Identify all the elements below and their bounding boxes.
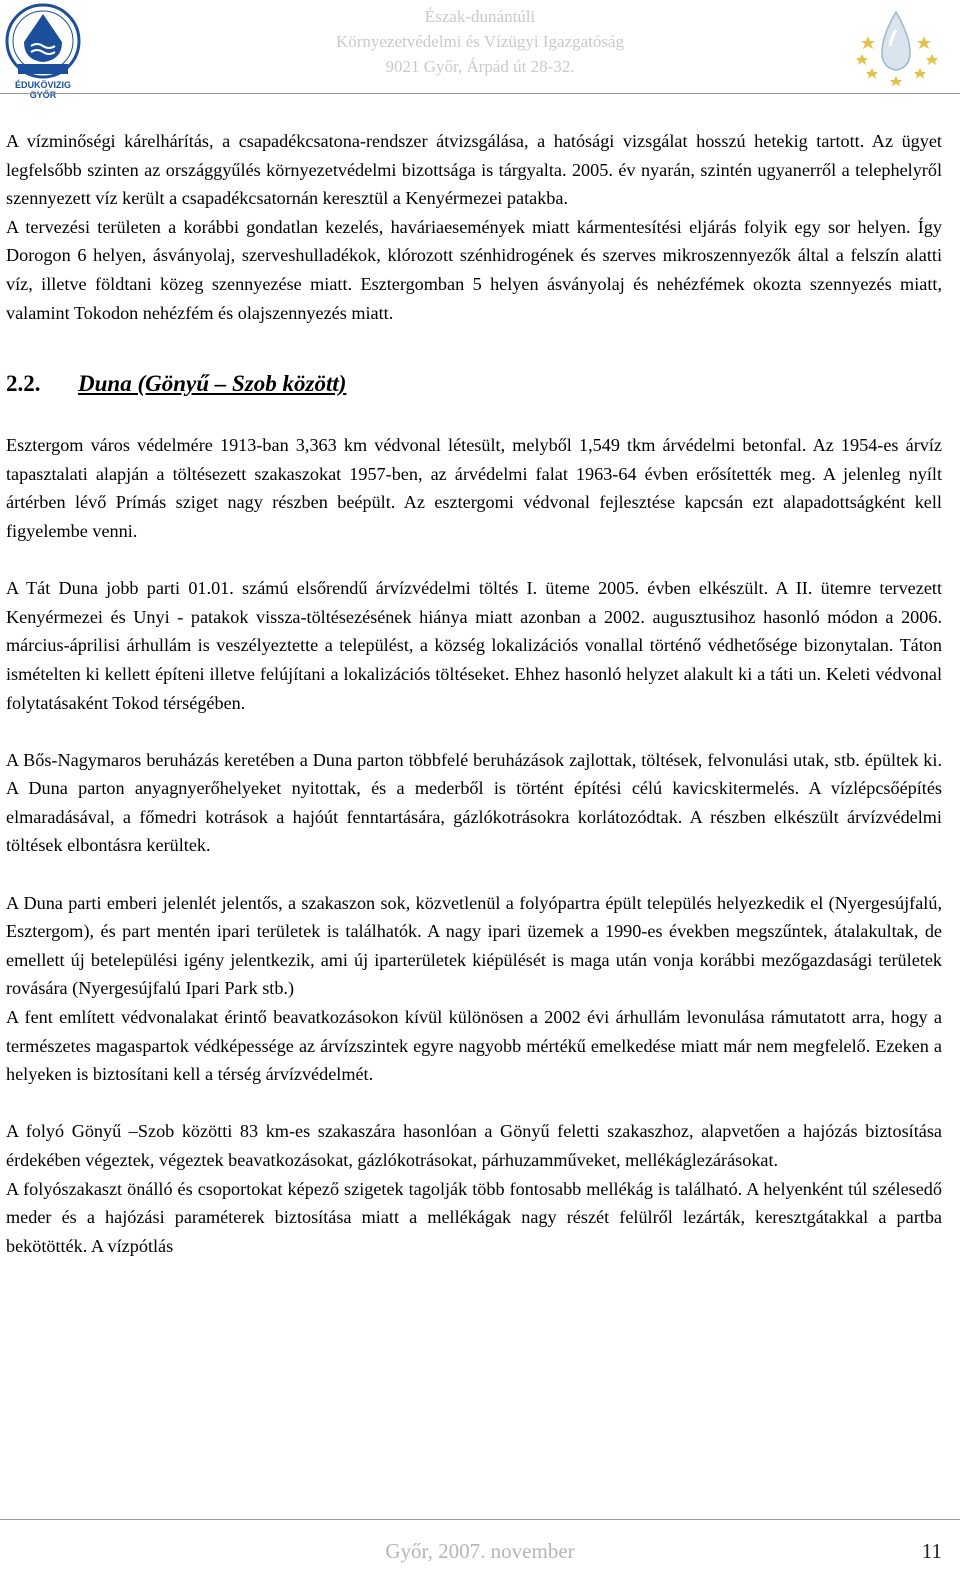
eu-waterdrop-logo-icon <box>848 6 948 86</box>
agency-address: 9021 Győr, Árpád út 28-32. <box>385 57 575 76</box>
page-header <box>0 0 960 100</box>
paragraph: A Tát Duna jobb parti 01.01. számú elsőrendű árvízvédelmi töltés I. üteme 2005. évben elkészült. A II. ütemre tervezett Kenyérmezei és Unyi - patakok vissza-töltésezésének hiánya miatt azonban a 2002. augusztusihoz hasonló módon a 2006. március-áprilisi árhullám is veszélyeztette a települést, a község lokalizációs vonallal történő védhetősége bizonytalan. Táton ismételten ki kellett építeni illetve felújítani a lokalizációs töltéseket. Ehhez hasonló helyzet alakult ki a táti un. Keleti védvonal folytatásaként Tokod térségében. <box>6 578 942 713</box>
header-divider <box>0 93 960 94</box>
paragraph: Esztergom város védelmére 1913-ban 3,363 km védvonal létesült, melyből 1,549 tkm árvédelmi betonfal. Az 1954-es árvíz tapasztalati alapján a töltésezett szakaszokat 1957-ben, az árvédelmi falat 1963-64 évben erősítették meg. A jelenleg nyílt ártérben lévő Prímás sziget nagy részben beépült. Az esztergomi védvonal fejlesztése kapcsán ezt alapadottságként kell figyelembe venni. <box>6 435 942 541</box>
paragraph: A fent említett védvonalakat érintő beavatkozásokon kívül különösen a 2002 évi árhullám levonulása rámutatott arra, hogy a természetes magaspartok védképessége az árvízszintek egyre nagyobb mértékű emelkedése miatt már nem megfelelő. Ezeken a helyeken is biztosítani kell a térség árvízvédelmét. <box>6 1007 942 1085</box>
paragraph: A folyó Gönyű –Szob közötti 83 km-es szakaszára hasonlóan a Gönyű feletti szakaszhoz, alapvetően a hajózás biztosítása érdekében végeztek, végeztek beavatkozásokat, gázlókotrásokat, párhuzamműveket, mellékáglezárásokat. <box>6 1121 942 1170</box>
document-body <box>6 127 942 1260</box>
agency-line-2: Környezetvédelmi és Vízügyi Igazgatóság <box>335 32 625 51</box>
agency-header <box>0 4 960 79</box>
page-number: 11 <box>921 1539 942 1563</box>
section-title: Duna (Gönyű – Szob között) <box>78 371 347 397</box>
paragraph: A Duna parti emberi jelenlét jelentős, a szakaszon sok, közvetlenül a folyópartra épült település helyezkedik el (Nyergesújfalú, Esztergom), és part mentén ipari területek is találhatók. A nagy ipari üzemek a 1990-es években megszűntek, átalakultak, de emellett új betelepülési igény jelentkezik, ami új iparterületek kiépülését is maga után vonja korábbi mezőgazdasági területek rovására (Nyergesújfalú Ipari Park stb.) <box>6 892 942 999</box>
section-number: 2.2. <box>6 371 41 397</box>
footer-date: Győr, 2007. november <box>385 1539 575 1563</box>
paragraph: A folyószakaszt önálló és csoportokat képező szigetek tagolják több fontosabb mellékág is található. A helyenként túl szélesedő meder és a hajózási paraméterek biztosítása miatt a mellékágak nagy részét felülről lezárták, keresztgátakkal a partba bekötötték. A vízpótlás <box>6 1178 942 1256</box>
footer-divider <box>0 1519 960 1520</box>
logo-caption: ÉDUKÖVIZIG GYŐR <box>14 80 71 100</box>
paragraph: A tervezési területen a korábbi gondatlan kezelés, haváriaesemények miatt kármentesítési eljárás folyik egy sor helyen. Így Dorogon 6 helyen, ásványolaj, szerveshulladékok, klórozott szénhidrogének és szerves mikroszennyezők által a felszín alatti víz, illetve földtani közeg szennyezése miatt. Esztergomban 5 helyen ásványolaj és nehézfémek okozta szennyezés miatt, valamint Tokodon nehézfém és olajszennyezés miatt. <box>6 216 942 323</box>
section-heading <box>6 369 942 399</box>
paragraph: A Bős-Nagymaros beruházás keretében a Duna parton többfelé beruházások zajlottak, töltések, felvonulási utak, stb. épültek ki. A Duna parton anyagnyerőhelyeket nyitottak, és a mederből is történt építési célú kavicskitermelés. A vízlépcsőépítés elmaradásával, a főmedri kotrások a hajóút fenntartására, gázlókotrásokra korlátozódtak. A részben elkészült árvízvédelmi töltések elbontásra kerültek. <box>6 749 942 856</box>
paragraph: A vízminőségi kárelhárítás, a csapadékcsatona-rendszer átvizsgálása, a hatósági vizsgálat hosszú hetekig tartott. Az ügyet legfelsőbb szinten az országgyűlés környezetvédelmi bizottsága is tárgyalta. 2005. év nyarán, szintén ugyanerről a telephelyről szennyezett víz került a csapadékcsatornán keresztül a Kenyérmezei patakba. <box>6 131 942 209</box>
agency-line-1: Észak-dunántúli <box>424 7 536 26</box>
